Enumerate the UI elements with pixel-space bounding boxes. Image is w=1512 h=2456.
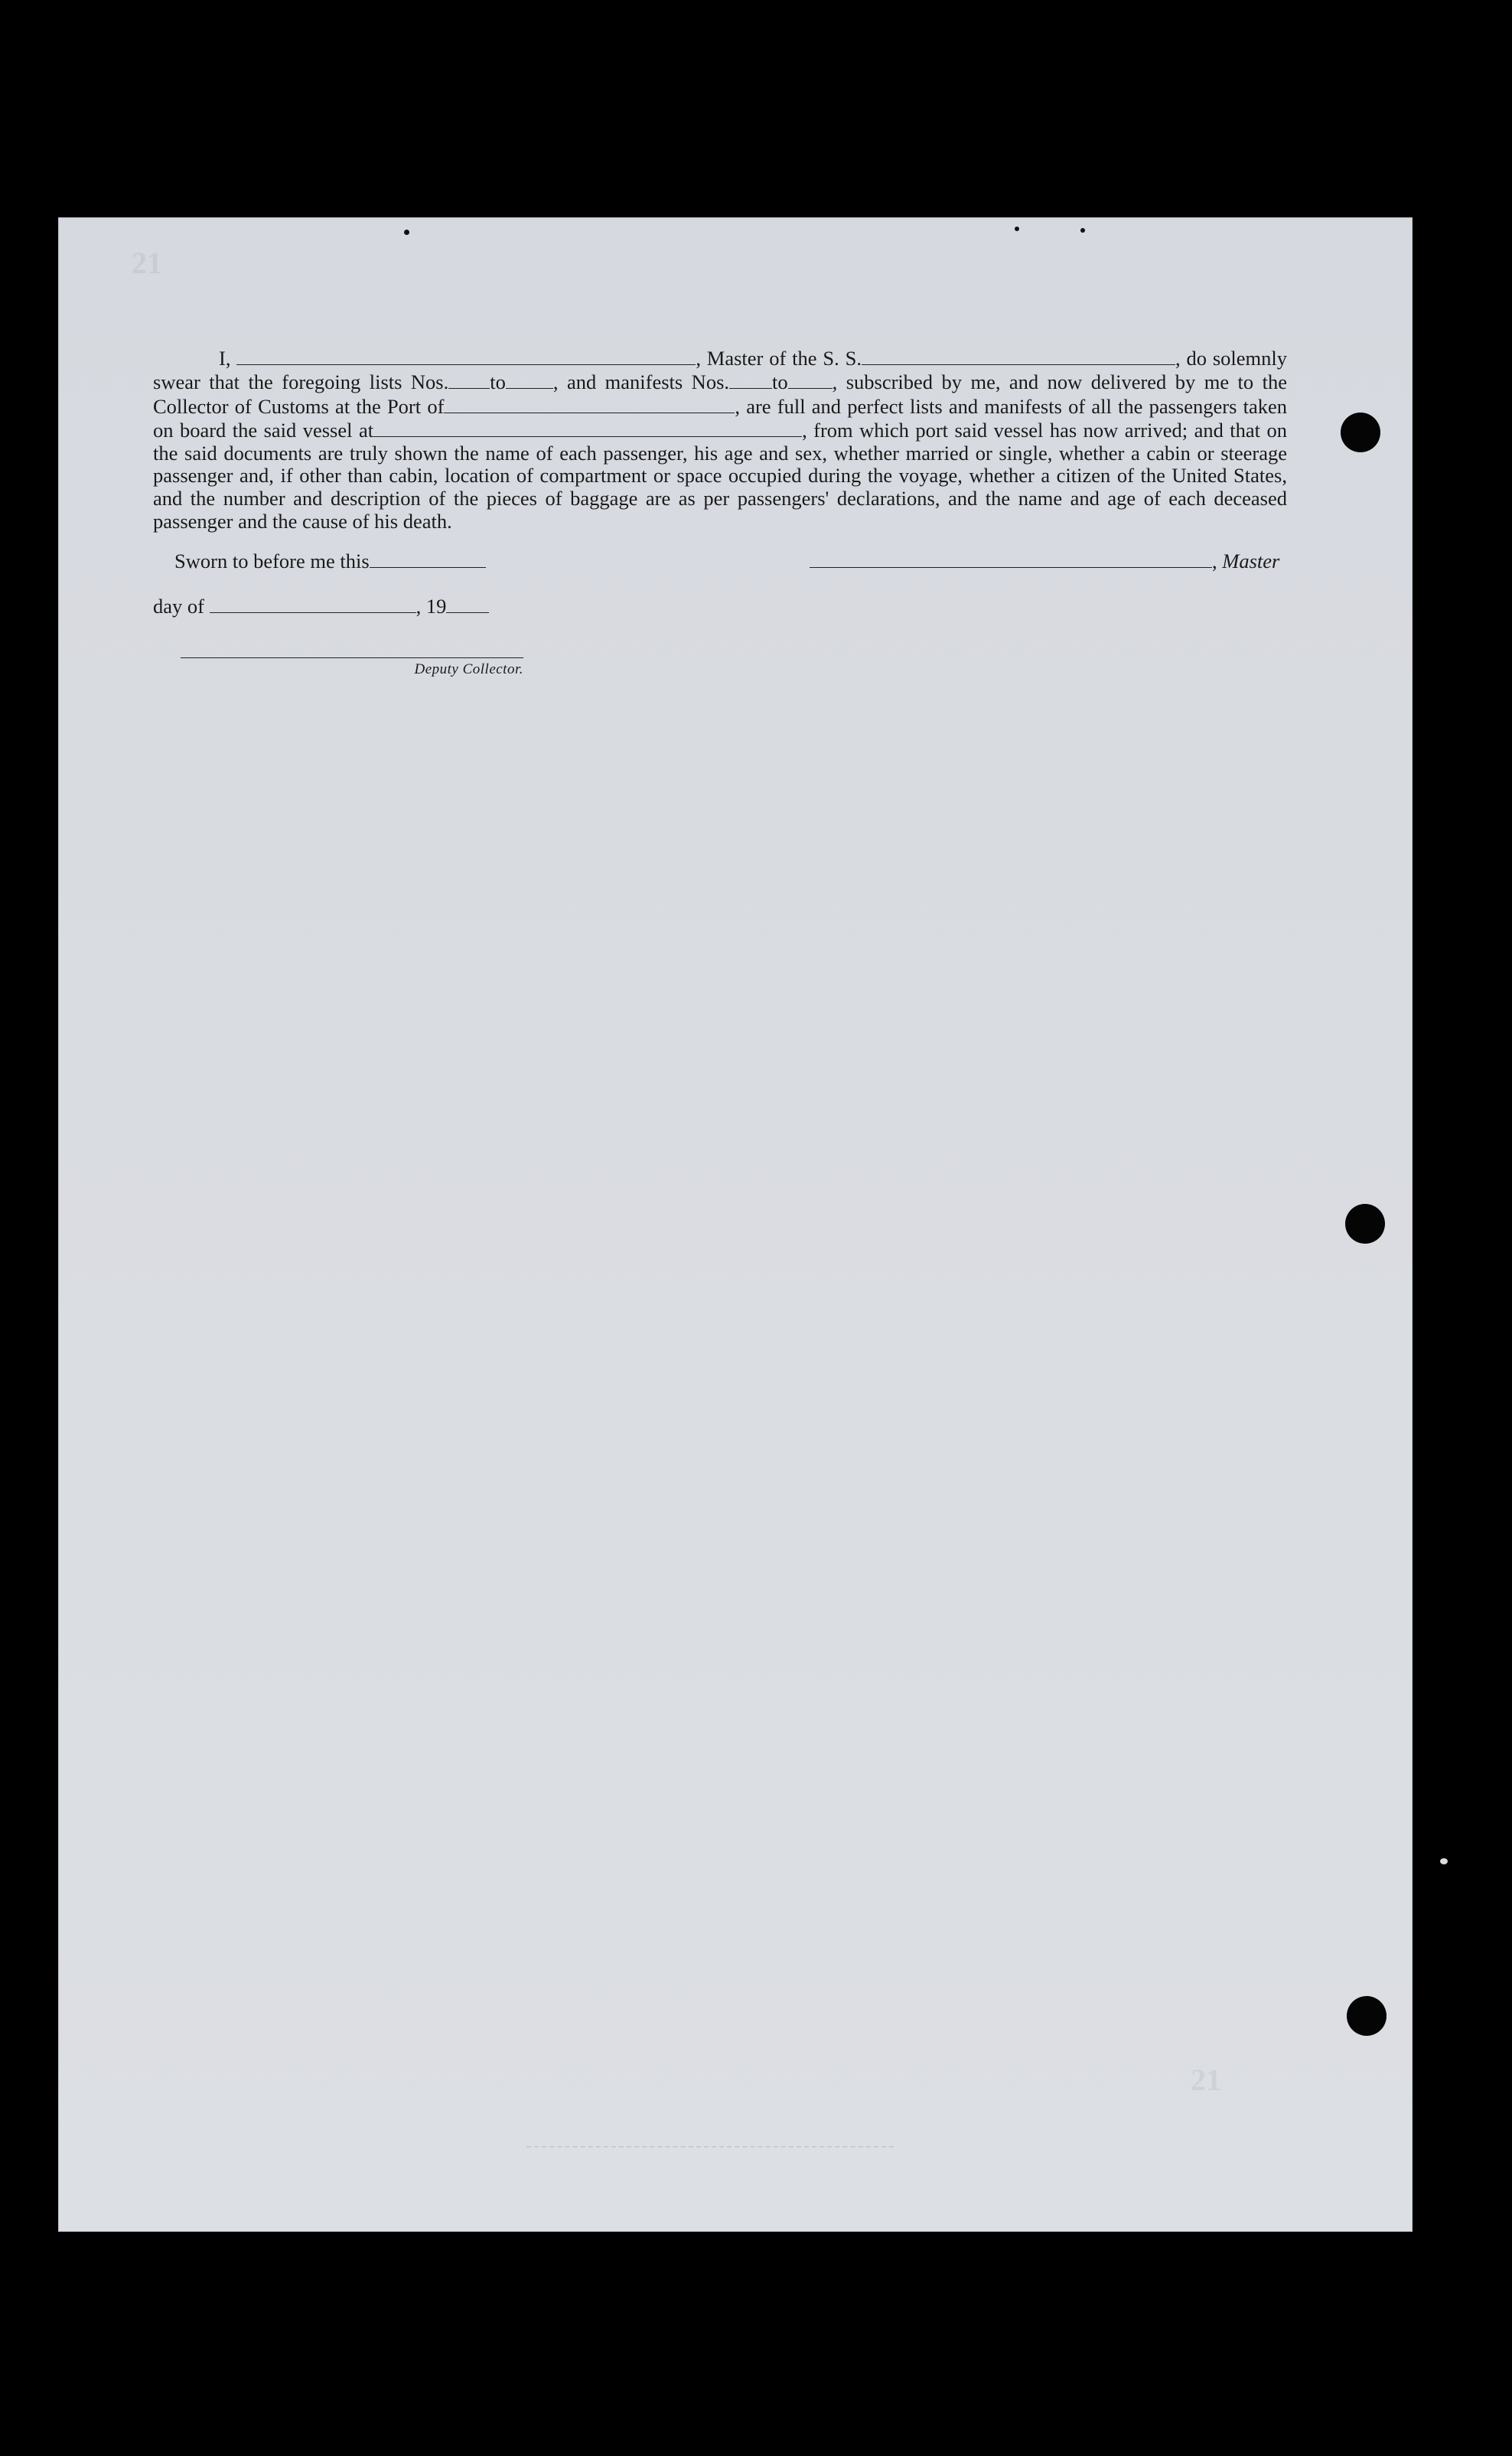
lists-from-blank: [448, 370, 490, 389]
manifests-from-blank: [729, 370, 772, 389]
oath-to-1: to: [490, 370, 506, 394]
oath-to-2: to: [772, 370, 788, 394]
master-signature-blank: [810, 549, 1212, 568]
bleed-through-dashed-line: [526, 2146, 894, 2148]
oath-paragraph: [153, 346, 1287, 533]
speck: [1080, 228, 1085, 233]
document-page: [58, 217, 1413, 2232]
deputy-collector-label: Deputy Collector.: [414, 661, 523, 677]
port-blank: [444, 394, 735, 413]
bleed-through-number-bottom: 21: [1191, 2063, 1221, 2097]
oath-swear-lists: swear that the foregoing lists Nos.: [153, 370, 449, 394]
punch-hole-middle: [1345, 1204, 1385, 1244]
lists-to-blank: [506, 370, 553, 389]
oath-master-of: , Master of the S. S.: [696, 346, 862, 370]
oath-full-perfect: , are full and perfect lists and manifests of all the passengers taken on board the said vessel at: [153, 394, 1287, 442]
sworn-row: [174, 549, 486, 572]
oath-subscribed: , subscribed by me, and now delivered by me to the Collector of Customs at the Port of: [153, 370, 1287, 418]
speck: [404, 230, 409, 235]
oath-i: I,: [219, 346, 231, 370]
oath-and-manifests: , and manifests Nos.: [552, 370, 730, 394]
sworn-day-blank: [370, 549, 486, 568]
ship-name-blank: [862, 346, 1175, 365]
deputy-signature-line: [181, 657, 523, 658]
year-prefix: , 19: [415, 594, 447, 618]
day-of-row: [153, 594, 489, 618]
sworn-label: Sworn to before me this: [174, 549, 370, 572]
master-name-blank: [236, 346, 696, 365]
oath-from-which: , from which port said vessel has now arrived; and that on the said documents are truly shown the name of each passenger, his age and sex, whether married or single, whether a cabin or steerage passenger and, if other than cabin, location of compartment or space occupied during the voyage, whether a citizen of the United States, and the number and description of the pieces of baggage are as per passengers' declarations, and the name and age of each deceased passenger and the cause of his death.: [153, 419, 1287, 533]
oath-do-solemnly: , do solemnly: [1175, 346, 1288, 370]
month-blank: [210, 594, 416, 613]
day-of-label: day of: [153, 594, 204, 618]
master-signature-row: [810, 549, 1279, 572]
manifests-to-blank: [788, 370, 833, 389]
year-blank: [446, 594, 489, 613]
bleed-through-number-top: 21: [132, 246, 162, 280]
master-label: Master: [1222, 549, 1280, 572]
speck: [1440, 1858, 1448, 1864]
punch-hole-bottom: [1347, 1996, 1387, 2036]
departure-port-blank: [373, 418, 802, 437]
master-suffix: ,: [1212, 549, 1223, 572]
punch-hole-top: [1341, 413, 1380, 452]
speck: [1015, 227, 1019, 231]
